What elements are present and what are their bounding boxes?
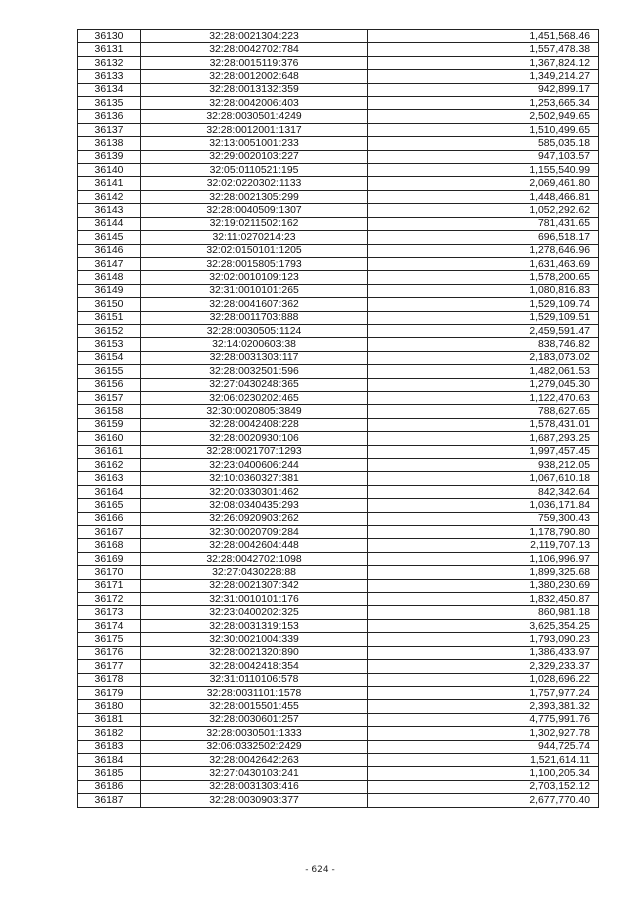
amount-cell: 1,832,450.87 bbox=[368, 593, 599, 606]
row-id-cell: 36134 bbox=[78, 83, 141, 96]
table-row bbox=[78, 566, 599, 579]
cadastral-number-cell: 32:13:0051001:233 bbox=[141, 137, 368, 150]
cadastral-number-cell: 32:27:0430228:88 bbox=[141, 566, 368, 579]
row-id-cell: 36167 bbox=[78, 526, 141, 539]
cadastral-number-cell: 32:10:0360327:381 bbox=[141, 472, 368, 485]
amount-cell: 1,529,109.51 bbox=[368, 311, 599, 324]
table-row bbox=[78, 459, 599, 472]
table-row bbox=[78, 539, 599, 552]
table-row bbox=[78, 700, 599, 713]
table-row bbox=[78, 673, 599, 686]
cadastral-number-cell: 32:28:0030601:257 bbox=[141, 713, 368, 726]
cadastral-number-cell: 32:28:0042702:784 bbox=[141, 43, 368, 56]
row-id-cell: 36163 bbox=[78, 472, 141, 485]
row-id-cell: 36173 bbox=[78, 606, 141, 619]
table-row bbox=[78, 338, 599, 351]
amount-cell: 696,518.17 bbox=[368, 231, 599, 244]
row-id-cell: 36178 bbox=[78, 673, 141, 686]
data-table bbox=[77, 29, 599, 808]
cadastral-number-cell: 32:31:0010101:176 bbox=[141, 593, 368, 606]
row-id-cell: 36143 bbox=[78, 204, 141, 217]
cadastral-number-cell: 32:23:0400606:244 bbox=[141, 459, 368, 472]
amount-cell: 3,625,354.25 bbox=[368, 619, 599, 632]
row-id-cell: 36186 bbox=[78, 780, 141, 793]
cadastral-number-cell: 32:02:0150101:1205 bbox=[141, 244, 368, 257]
row-id-cell: 36142 bbox=[78, 190, 141, 203]
cadastral-number-cell: 32:11:0270214:23 bbox=[141, 231, 368, 244]
amount-cell: 759,300.43 bbox=[368, 512, 599, 525]
cadastral-number-cell: 32:28:0021307:342 bbox=[141, 579, 368, 592]
amount-cell: 842,342.64 bbox=[368, 485, 599, 498]
row-id-cell: 36185 bbox=[78, 767, 141, 780]
row-id-cell: 36152 bbox=[78, 324, 141, 337]
table-row bbox=[78, 204, 599, 217]
row-id-cell: 36172 bbox=[78, 593, 141, 606]
table-row bbox=[78, 298, 599, 311]
table-row bbox=[78, 70, 599, 83]
amount-cell: 1,482,061.53 bbox=[368, 365, 599, 378]
cadastral-number-cell: 32:28:0021304:223 bbox=[141, 30, 368, 43]
table-row bbox=[78, 271, 599, 284]
cadastral-number-cell: 32:05:0110521:195 bbox=[141, 164, 368, 177]
amount-cell: 1,380,230.69 bbox=[368, 579, 599, 592]
row-id-cell: 36144 bbox=[78, 217, 141, 230]
amount-cell: 2,119,707.13 bbox=[368, 539, 599, 552]
row-id-cell: 36146 bbox=[78, 244, 141, 257]
row-id-cell: 36137 bbox=[78, 123, 141, 136]
table-row bbox=[78, 472, 599, 485]
cadastral-number-cell: 32:28:0031303:416 bbox=[141, 780, 368, 793]
amount-cell: 1,578,431.01 bbox=[368, 418, 599, 431]
table-row bbox=[78, 606, 599, 619]
table-row bbox=[78, 150, 599, 163]
amount-cell: 942,899.17 bbox=[368, 83, 599, 96]
row-id-cell: 36175 bbox=[78, 633, 141, 646]
table-row bbox=[78, 633, 599, 646]
table-row bbox=[78, 123, 599, 136]
row-id-cell: 36139 bbox=[78, 150, 141, 163]
amount-cell: 860,981.18 bbox=[368, 606, 599, 619]
row-id-cell: 36187 bbox=[78, 794, 141, 807]
table-body bbox=[78, 30, 599, 808]
row-id-cell: 36154 bbox=[78, 351, 141, 364]
cadastral-number-cell: 32:28:0030903:377 bbox=[141, 794, 368, 807]
cadastral-number-cell: 32:28:0042642:263 bbox=[141, 753, 368, 766]
table-row bbox=[78, 110, 599, 123]
table-row bbox=[78, 499, 599, 512]
table-row bbox=[78, 405, 599, 418]
cadastral-number-cell: 32:30:0020709:284 bbox=[141, 526, 368, 539]
table-row bbox=[78, 445, 599, 458]
cadastral-number-cell: 32:28:0032501:596 bbox=[141, 365, 368, 378]
amount-cell: 788,627.65 bbox=[368, 405, 599, 418]
amount-cell: 585,035.18 bbox=[368, 137, 599, 150]
cadastral-number-cell: 32:28:0031303:117 bbox=[141, 351, 368, 364]
table-row bbox=[78, 378, 599, 391]
cadastral-number-cell: 32:28:0031319:153 bbox=[141, 619, 368, 632]
row-id-cell: 36177 bbox=[78, 660, 141, 673]
cadastral-number-cell: 32:28:0031101:1578 bbox=[141, 686, 368, 699]
cadastral-number-cell: 32:06:0332502:2429 bbox=[141, 740, 368, 753]
table-row bbox=[78, 217, 599, 230]
amount-cell: 1,028,696.22 bbox=[368, 673, 599, 686]
table-row bbox=[78, 619, 599, 632]
cadastral-number-cell: 32:31:0010101:265 bbox=[141, 284, 368, 297]
cadastral-number-cell: 32:28:0021707:1293 bbox=[141, 445, 368, 458]
row-id-cell: 36157 bbox=[78, 391, 141, 404]
amount-cell: 1,367,824.12 bbox=[368, 56, 599, 69]
table-row bbox=[78, 646, 599, 659]
table-row bbox=[78, 56, 599, 69]
row-id-cell: 36159 bbox=[78, 418, 141, 431]
table-row bbox=[78, 753, 599, 766]
cadastral-number-cell: 32:28:0030501:4249 bbox=[141, 110, 368, 123]
cadastral-number-cell: 32:02:0220302:1133 bbox=[141, 177, 368, 190]
table-row bbox=[78, 257, 599, 270]
row-id-cell: 36164 bbox=[78, 485, 141, 498]
cadastral-number-cell: 32:28:0030501:1333 bbox=[141, 727, 368, 740]
row-id-cell: 36153 bbox=[78, 338, 141, 351]
table-row bbox=[78, 30, 599, 43]
cadastral-number-cell: 32:28:0042418:354 bbox=[141, 660, 368, 673]
table-row bbox=[78, 137, 599, 150]
cadastral-number-cell: 32:28:0015119:376 bbox=[141, 56, 368, 69]
amount-cell: 2,069,461.80 bbox=[368, 177, 599, 190]
amount-cell: 1,349,214.27 bbox=[368, 70, 599, 83]
table-row bbox=[78, 244, 599, 257]
table-row bbox=[78, 190, 599, 203]
row-id-cell: 36155 bbox=[78, 365, 141, 378]
row-id-cell: 36168 bbox=[78, 539, 141, 552]
cadastral-number-cell: 32:28:0020930:106 bbox=[141, 432, 368, 445]
row-id-cell: 36166 bbox=[78, 512, 141, 525]
row-id-cell: 36162 bbox=[78, 459, 141, 472]
table-row bbox=[78, 767, 599, 780]
amount-cell: 1,521,614.11 bbox=[368, 753, 599, 766]
cadastral-number-cell: 32:28:0042006:403 bbox=[141, 97, 368, 110]
row-id-cell: 36150 bbox=[78, 298, 141, 311]
amount-cell: 2,677,770.40 bbox=[368, 794, 599, 807]
cadastral-number-cell: 32:28:0015501:455 bbox=[141, 700, 368, 713]
amount-cell: 1,080,816.83 bbox=[368, 284, 599, 297]
table-row bbox=[78, 365, 599, 378]
amount-cell: 1,631,463.69 bbox=[368, 257, 599, 270]
row-id-cell: 36174 bbox=[78, 619, 141, 632]
amount-cell: 1,067,610.18 bbox=[368, 472, 599, 485]
cadastral-number-cell: 32:28:0021320:890 bbox=[141, 646, 368, 659]
table-row bbox=[78, 512, 599, 525]
row-id-cell: 36149 bbox=[78, 284, 141, 297]
amount-cell: 2,502,949.65 bbox=[368, 110, 599, 123]
table-row bbox=[78, 324, 599, 337]
amount-cell: 1,278,646.96 bbox=[368, 244, 599, 257]
cadastral-number-cell: 32:20:0330301:462 bbox=[141, 485, 368, 498]
amount-cell: 1,997,457.45 bbox=[368, 445, 599, 458]
table-row bbox=[78, 391, 599, 404]
table-row bbox=[78, 526, 599, 539]
row-id-cell: 36145 bbox=[78, 231, 141, 244]
amount-cell: 938,212.05 bbox=[368, 459, 599, 472]
table-row bbox=[78, 97, 599, 110]
amount-cell: 2,183,073.02 bbox=[368, 351, 599, 364]
cadastral-number-cell: 32:27:0430103:241 bbox=[141, 767, 368, 780]
amount-cell: 1,793,090.23 bbox=[368, 633, 599, 646]
amount-cell: 1,386,433.97 bbox=[368, 646, 599, 659]
row-id-cell: 36136 bbox=[78, 110, 141, 123]
amount-cell: 1,052,292.62 bbox=[368, 204, 599, 217]
cadastral-number-cell: 32:28:0042408:228 bbox=[141, 418, 368, 431]
amount-cell: 1,122,470.63 bbox=[368, 391, 599, 404]
table-row bbox=[78, 418, 599, 431]
amount-cell: 838,746.82 bbox=[368, 338, 599, 351]
row-id-cell: 36141 bbox=[78, 177, 141, 190]
amount-cell: 1,510,499.65 bbox=[368, 123, 599, 136]
row-id-cell: 36151 bbox=[78, 311, 141, 324]
row-id-cell: 36135 bbox=[78, 97, 141, 110]
cadastral-number-cell: 32:28:0012002:648 bbox=[141, 70, 368, 83]
row-id-cell: 36169 bbox=[78, 552, 141, 565]
cadastral-number-cell: 32:28:0030505:1124 bbox=[141, 324, 368, 337]
amount-cell: 1,578,200.65 bbox=[368, 271, 599, 284]
amount-cell: 1,279,045.30 bbox=[368, 378, 599, 391]
cadastral-number-cell: 32:28:0041607:362 bbox=[141, 298, 368, 311]
amount-cell: 944,725.74 bbox=[368, 740, 599, 753]
table-row bbox=[78, 713, 599, 726]
table-row bbox=[78, 432, 599, 445]
cadastral-number-cell: 32:28:0013132:359 bbox=[141, 83, 368, 96]
amount-cell: 1,155,540.99 bbox=[368, 164, 599, 177]
amount-cell: 2,459,591.47 bbox=[368, 324, 599, 337]
table-row bbox=[78, 177, 599, 190]
row-id-cell: 36130 bbox=[78, 30, 141, 43]
cadastral-number-cell: 32:28:0040509:1307 bbox=[141, 204, 368, 217]
amount-cell: 947,103.57 bbox=[368, 150, 599, 163]
cadastral-number-cell: 32:02:0010109:123 bbox=[141, 271, 368, 284]
amount-cell: 1,757,977.24 bbox=[368, 686, 599, 699]
page-number: - 624 - bbox=[305, 865, 335, 875]
row-id-cell: 36160 bbox=[78, 432, 141, 445]
amount-cell: 1,302,927.78 bbox=[368, 727, 599, 740]
row-id-cell: 36170 bbox=[78, 566, 141, 579]
table-row bbox=[78, 727, 599, 740]
cadastral-number-cell: 32:28:0021305:299 bbox=[141, 190, 368, 203]
row-id-cell: 36158 bbox=[78, 405, 141, 418]
amount-cell: 1,899,325.68 bbox=[368, 566, 599, 579]
table-row bbox=[78, 740, 599, 753]
amount-cell: 1,451,568.46 bbox=[368, 30, 599, 43]
cadastral-number-cell: 32:28:0011703:888 bbox=[141, 311, 368, 324]
row-id-cell: 36180 bbox=[78, 700, 141, 713]
table-row bbox=[78, 794, 599, 807]
table-row bbox=[78, 552, 599, 565]
table-row bbox=[78, 43, 599, 56]
row-id-cell: 36133 bbox=[78, 70, 141, 83]
amount-cell: 1,557,478.38 bbox=[368, 43, 599, 56]
row-id-cell: 36131 bbox=[78, 43, 141, 56]
table-row bbox=[78, 593, 599, 606]
cadastral-number-cell: 32:28:0015805:1793 bbox=[141, 257, 368, 270]
amount-cell: 2,329,233.37 bbox=[368, 660, 599, 673]
cadastral-number-cell: 32:14:0200603:38 bbox=[141, 338, 368, 351]
cadastral-number-cell: 32:23:0400202:325 bbox=[141, 606, 368, 619]
row-id-cell: 36165 bbox=[78, 499, 141, 512]
row-id-cell: 36132 bbox=[78, 56, 141, 69]
table-row bbox=[78, 351, 599, 364]
cadastral-number-cell: 32:28:0042604:448 bbox=[141, 539, 368, 552]
amount-cell: 1,100,205.34 bbox=[368, 767, 599, 780]
row-id-cell: 36156 bbox=[78, 378, 141, 391]
row-id-cell: 36184 bbox=[78, 753, 141, 766]
amount-cell: 2,703,152.12 bbox=[368, 780, 599, 793]
amount-cell: 1,687,293.25 bbox=[368, 432, 599, 445]
row-id-cell: 36140 bbox=[78, 164, 141, 177]
cadastral-number-cell: 32:28:0042702:1098 bbox=[141, 552, 368, 565]
row-id-cell: 36176 bbox=[78, 646, 141, 659]
cadastral-number-cell: 32:27:0430248:365 bbox=[141, 378, 368, 391]
cadastral-number-cell: 32:19:0211502:162 bbox=[141, 217, 368, 230]
table-row bbox=[78, 284, 599, 297]
amount-cell: 1,036,171.84 bbox=[368, 499, 599, 512]
table-row bbox=[78, 686, 599, 699]
amount-cell: 1,106,996.97 bbox=[368, 552, 599, 565]
table-row bbox=[78, 311, 599, 324]
cadastral-number-cell: 32:28:0012001:1317 bbox=[141, 123, 368, 136]
amount-cell: 1,448,466.81 bbox=[368, 190, 599, 203]
row-id-cell: 36179 bbox=[78, 686, 141, 699]
table-row bbox=[78, 485, 599, 498]
row-id-cell: 36181 bbox=[78, 713, 141, 726]
cadastral-number-cell: 32:26:0920903:262 bbox=[141, 512, 368, 525]
row-id-cell: 36171 bbox=[78, 579, 141, 592]
row-id-cell: 36182 bbox=[78, 727, 141, 740]
amount-cell: 1,253,665.34 bbox=[368, 97, 599, 110]
table-row bbox=[78, 780, 599, 793]
cadastral-number-cell: 32:06:0230202:465 bbox=[141, 391, 368, 404]
table-row bbox=[78, 231, 599, 244]
amount-cell: 4,775,991.76 bbox=[368, 713, 599, 726]
table-row bbox=[78, 579, 599, 592]
row-id-cell: 36148 bbox=[78, 271, 141, 284]
amount-cell: 781,431.65 bbox=[368, 217, 599, 230]
cadastral-number-cell: 32:30:0020805:3849 bbox=[141, 405, 368, 418]
table-row bbox=[78, 164, 599, 177]
table-row bbox=[78, 83, 599, 96]
row-id-cell: 36183 bbox=[78, 740, 141, 753]
row-id-cell: 36161 bbox=[78, 445, 141, 458]
row-id-cell: 36138 bbox=[78, 137, 141, 150]
amount-cell: 1,178,790.80 bbox=[368, 526, 599, 539]
cadastral-number-cell: 32:08:0340435:293 bbox=[141, 499, 368, 512]
amount-cell: 2,393,381.32 bbox=[368, 700, 599, 713]
row-id-cell: 36147 bbox=[78, 257, 141, 270]
cadastral-number-cell: 32:31:0110106:578 bbox=[141, 673, 368, 686]
table-row bbox=[78, 660, 599, 673]
amount-cell: 1,529,109.74 bbox=[368, 298, 599, 311]
cadastral-number-cell: 32:30:0021004:339 bbox=[141, 633, 368, 646]
cadastral-number-cell: 32:29:0020103:227 bbox=[141, 150, 368, 163]
